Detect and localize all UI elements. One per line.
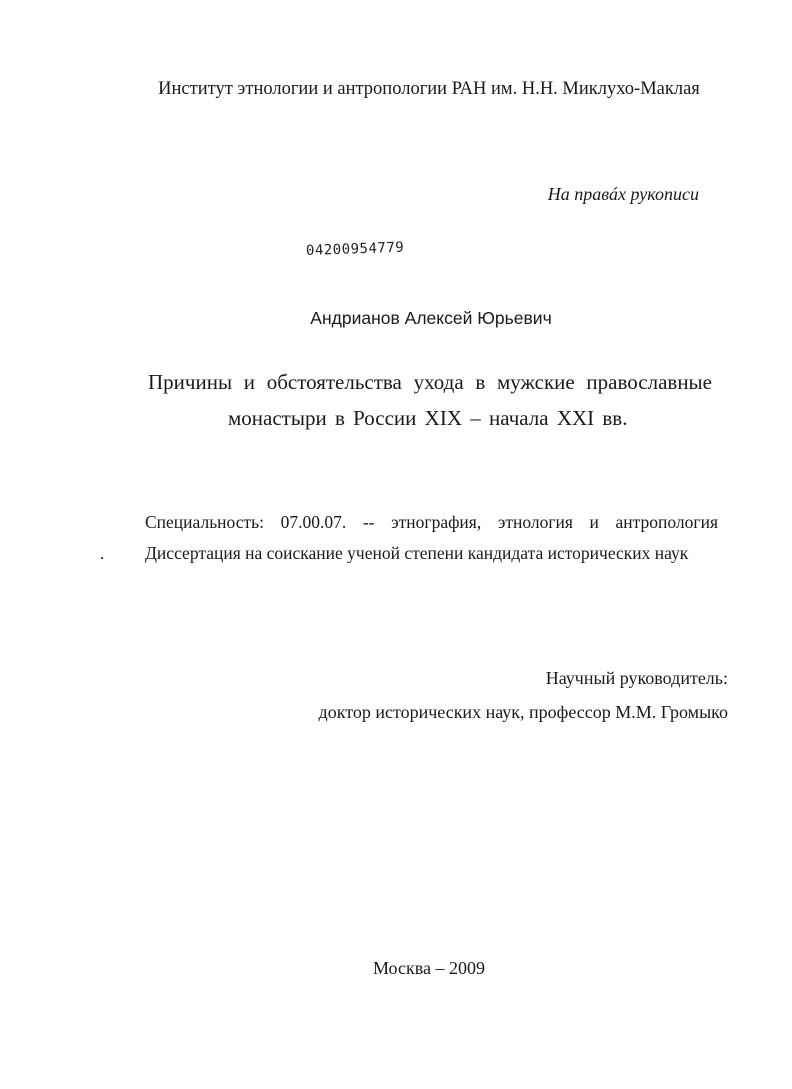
speciality-line: Специальность: 07.00.07. -- этнография, этнология и антропология bbox=[145, 512, 718, 532]
author-name: Андрианов Алексей Юрьевич bbox=[310, 308, 552, 328]
supervisor-label: Научный руководитель: bbox=[545, 668, 728, 688]
thesis-title-line-1: Причины и обстоятельства ухода в мужские православные bbox=[148, 370, 712, 394]
institute-name: Институт этнологии и антропологии РАН им. Н.Н. Миклухо-Маклая bbox=[158, 79, 700, 99]
catalog-number-stamp: 04200954779 bbox=[305, 239, 405, 259]
thesis-title-line-2: монастыри в России XIX – начала XXI вв. bbox=[228, 406, 628, 430]
supervisor-name: доктор исторических наук, профессор М.М. Громыко bbox=[318, 702, 728, 722]
stray-dot-mark: . bbox=[100, 544, 105, 563]
dissertation-degree-line: Диссертация на соискание ученой степени кандидата исторических наук bbox=[145, 543, 689, 563]
manuscript-rights-note: На правáх рукописи bbox=[547, 184, 699, 204]
city-year: Москва – 2009 bbox=[373, 958, 485, 978]
